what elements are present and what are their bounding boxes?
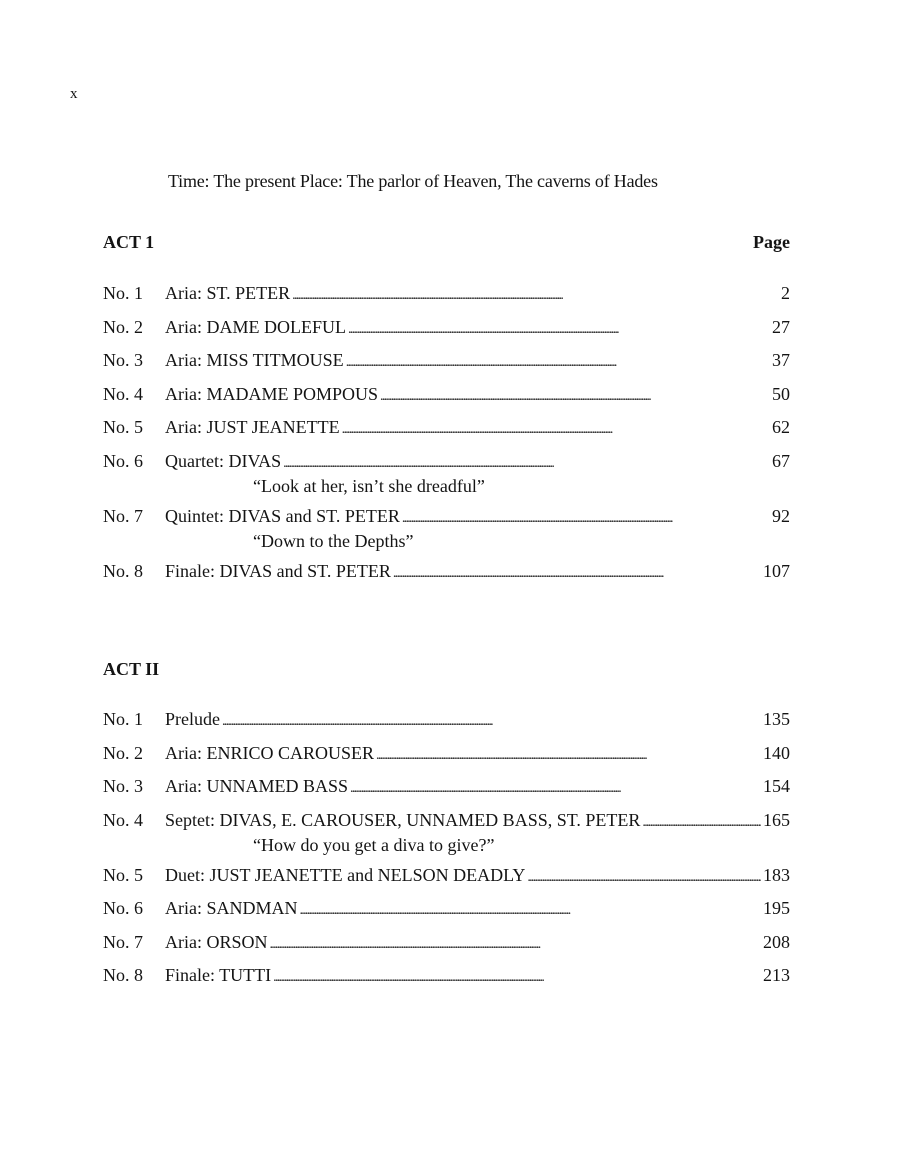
entry-number: No. 2	[103, 742, 143, 763]
toc-entry	[103, 931, 790, 956]
entry-subtitle: “Look at her, isn’t she dreadful”	[253, 475, 485, 496]
entry-subtitle: “Down to the Depths”	[253, 530, 414, 551]
entry-page: 27	[772, 316, 790, 337]
entry-number: No. 1	[103, 283, 143, 303]
entry-number: No. 5	[103, 417, 143, 437]
dot-leader	[348, 316, 770, 341]
toc-entry	[103, 416, 790, 441]
entry-title: Prelude	[165, 709, 220, 729]
entry-number: No. 5	[103, 864, 143, 885]
entry-line	[165, 416, 790, 441]
dot-leader	[380, 383, 770, 408]
dot-leader	[402, 505, 770, 530]
entry-title: Aria: JUST JEANETTE	[165, 417, 340, 437]
entry-line	[165, 282, 790, 307]
entry-title: Aria: SANDMAN	[165, 898, 298, 918]
dot-leader	[283, 450, 770, 475]
entry-line	[165, 864, 790, 889]
toc-entry	[103, 964, 790, 989]
entry-title: Quintet: DIVAS and ST. PETER	[165, 505, 400, 526]
entry-page: 2	[781, 283, 790, 303]
entry-title: Aria: DAME DOLEFUL	[165, 316, 346, 337]
dot-leader	[346, 349, 770, 374]
entry-subtitle: “How do you get a diva to give?”	[253, 834, 495, 855]
entry-number: No. 7	[103, 505, 143, 526]
entry-title: Aria: ORSON	[165, 931, 268, 952]
entry-line	[165, 964, 790, 989]
dot-leader	[642, 809, 761, 834]
entry-number: No. 1	[103, 709, 143, 729]
toc-entry	[103, 775, 790, 800]
entry-line	[165, 316, 790, 341]
dot-leader	[300, 897, 762, 922]
toc-entry	[103, 742, 790, 767]
dot-leader	[222, 708, 761, 733]
entry-number: No. 3	[103, 776, 143, 796]
act-1-entries	[103, 282, 790, 593]
toc-entry	[103, 809, 790, 856]
entry-line	[165, 809, 790, 834]
entry-page: 37	[772, 350, 790, 370]
dot-leader	[292, 282, 779, 307]
entry-page: 50	[772, 383, 790, 404]
entry-title: Septet: DIVAS, E. CAROUSER, UNNAMED BASS, ST. PETER	[165, 809, 641, 830]
entry-line	[165, 742, 790, 767]
entry-title: Duet: JUST JEANETTE and NELSON DEADLY	[165, 864, 526, 885]
dot-leader	[270, 931, 762, 956]
entry-page: 165	[763, 809, 790, 830]
entry-page: 107	[763, 560, 790, 581]
entry-title: Aria: MADAME POMPOUS	[165, 383, 379, 404]
dot-leader	[350, 775, 761, 800]
dot-leader	[342, 416, 770, 441]
entry-title: Aria: ST. PETER	[165, 283, 291, 303]
dot-leader	[393, 560, 761, 585]
entry-page: 154	[763, 776, 790, 796]
entry-line	[165, 931, 790, 956]
entry-page: 208	[763, 931, 790, 952]
toc-entry	[103, 708, 790, 733]
entry-number: No. 4	[103, 809, 143, 830]
entry-title: Finale: TUTTI	[165, 965, 272, 985]
entry-line	[165, 349, 790, 374]
dot-leader	[376, 742, 761, 767]
entry-number: No. 8	[103, 965, 143, 985]
toc-entry	[103, 316, 790, 341]
entry-title: Aria: MISS TITMOUSE	[165, 350, 344, 370]
entry-number: No. 6	[103, 898, 143, 918]
entry-number: No. 2	[103, 316, 143, 337]
entry-number: No. 8	[103, 560, 143, 581]
entry-page: 135	[763, 709, 790, 729]
page-number: x	[70, 86, 78, 102]
toc-entry	[103, 560, 790, 585]
entry-line	[165, 708, 790, 733]
entry-page: 62	[772, 417, 790, 437]
entry-title: Aria: UNNAMED BASS	[165, 776, 349, 796]
toc-entry	[103, 349, 790, 374]
entry-page: 67	[772, 450, 790, 471]
entry-title: Aria: ENRICO CAROUSER	[165, 742, 375, 763]
entry-page: 183	[763, 864, 790, 885]
act-2-heading	[103, 659, 790, 680]
entry-page: 195	[763, 898, 790, 918]
dot-leader	[527, 864, 761, 889]
entry-number: No. 7	[103, 931, 143, 952]
dot-leader	[273, 964, 761, 989]
entry-line	[165, 383, 790, 408]
toc-entry	[103, 282, 790, 307]
entry-title: Quartet: DIVAS	[165, 450, 282, 471]
act-1-title: ACT 1	[103, 232, 155, 252]
entry-line	[165, 897, 790, 922]
page-column-label: Page	[753, 232, 790, 252]
entry-number: No. 6	[103, 450, 143, 471]
toc-entry	[103, 864, 790, 889]
toc-entry	[103, 897, 790, 922]
act-1-heading	[103, 232, 790, 253]
toc-entry	[103, 505, 790, 552]
entry-page: 92	[772, 505, 790, 526]
entry-line	[165, 505, 790, 530]
entry-line	[165, 560, 790, 585]
entry-page: 213	[763, 965, 790, 985]
act-2-entries	[103, 708, 790, 998]
toc-entry	[103, 383, 790, 408]
entry-line	[165, 450, 790, 475]
toc-entry	[103, 450, 790, 497]
entry-page: 140	[763, 742, 790, 763]
entry-title: Finale: DIVAS and ST. PETER	[165, 560, 391, 581]
act-2-title: ACT II	[103, 659, 160, 679]
entry-number: No. 3	[103, 350, 143, 370]
entry-line	[165, 775, 790, 800]
entry-number: No. 4	[103, 383, 143, 404]
setting-line: Time: The present Place: The parlor of Heaven, The caverns of Hades	[168, 171, 658, 191]
